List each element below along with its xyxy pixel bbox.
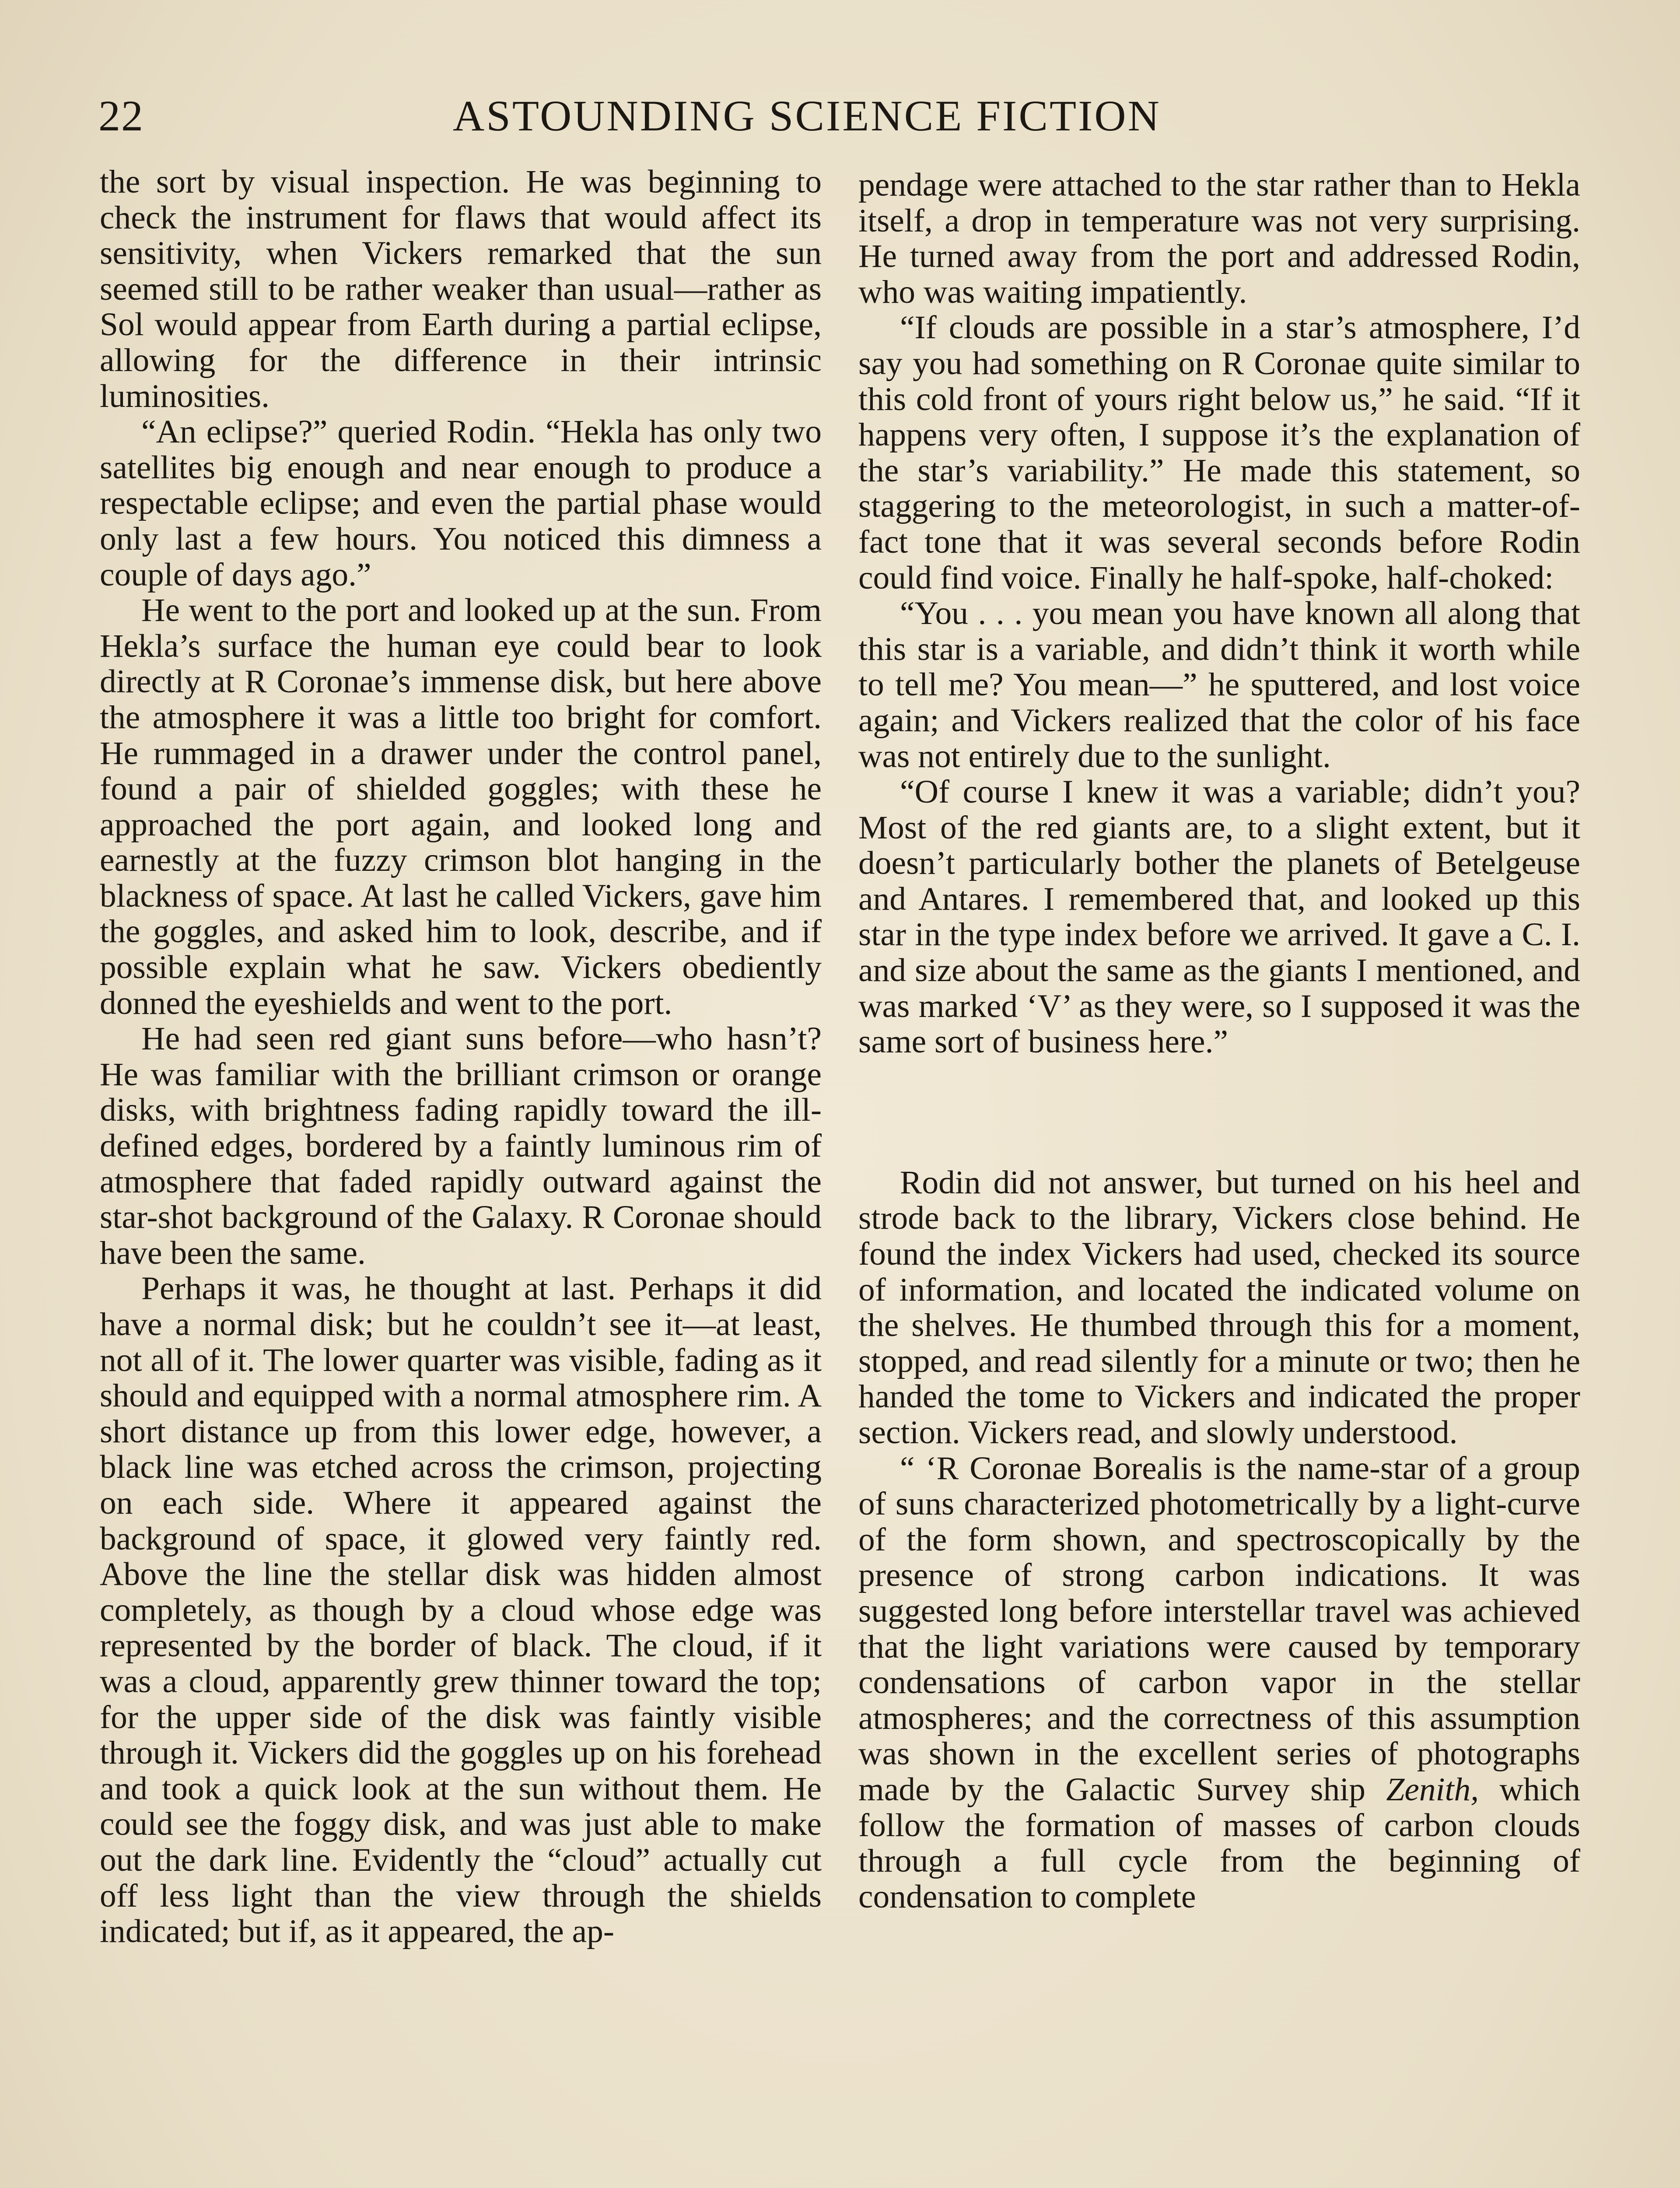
paragraph: pendage were attached to the star rather than to Hekla itself, a drop in temperature was not very surprising. He turned away from the port and addressed Rodin, who was waiting impatiently.: [858, 167, 1580, 310]
page-number: 22: [98, 91, 144, 140]
ship-name: Zenith,: [1386, 1771, 1479, 1808]
section-break: [858, 1060, 1580, 1165]
paragraph: He had seen red giant suns before—who hasn’t? He was familiar with the brilliant crimson or orange disks, with brightness fading rapidly toward the ill-defined edges, bordered by a faintly luminous rim of atmosphere that faded rapidly outward against the star-shot background of the Galaxy. R Coronae should have been the same.: [100, 1020, 822, 1271]
left-text-column: [100, 164, 822, 1950]
paragraph: Perhaps it was, he thought at last. Perhaps it did have a normal disk; but he couldn’t see it—at least, not all of it. The lower quarter was visible, fading as it should and equipped with a normal atmosphere rim. A short distance up from this lower edge, however, a black line was etched across the crimson, projecting on each side. Where it appeared against the background of space, it glowed very faintly red. Above the line the stellar disk was hidden almost completely, as though by a cloud whose edge was represented by the border of black. The cloud, if it was a cloud, apparently grew thinner toward the top; for the upper side of the disk was faintly visible through it. Vickers did the goggles up on his forehead and took a quick look at the sun without them. He could see the foggy disk, and was just able to make out the dark line. Evidently the “cloud” actually cut off less light than the view through the shields indicated; but if, as it appeared, the ap-: [100, 1270, 822, 1950]
right-text-column: [858, 167, 1580, 1914]
paragraph: “You . . . you mean you have known all along that this star is a variable, and didn’t think it worth while to tell me? You mean—” he sputtered, and lost voice again; and Vickers realized that the color of his face was not entirely due to the sunlight.: [858, 595, 1580, 775]
paragraph: “An eclipse?” queried Rodin. “Hekla has only two satellites big enough and near enough to produce a respectable eclipse; and even the partial phase would only last a few hours. You noticed this dimness a couple of days ago.”: [100, 414, 822, 593]
running-title: ASTOUNDING SCIENCE FICTION: [453, 91, 1161, 140]
quoted-text: “ ‘R Coronae Borealis is the name-star of a group of suns characterized photometrically by a light-curve of the form shown, and spectroscopically by the presence of strong carbon indications. It was suggested long before interstellar travel was achieved that the light variations were caused by temporary condensations of carbon vapor in the stellar atmospheres; and the correctness of this assumption was shown in the excellent series of photographs made by the Galactic Survey ship: [858, 1450, 1580, 1808]
paragraph: [858, 1451, 1580, 1915]
paragraph: “If clouds are possible in a star’s atmosphere, I’d say you had something on R Coronae quite similar to this cold front of yours right below us,” he said. “If it happens very often, I suppose it’s the explanation of the star’s variability.” He made this statement, so staggering to the meteorologist, in such a matter-of-fact tone that it was several seconds before Rodin could find voice. Finally he half-spoke, half-choked:: [858, 309, 1580, 596]
quoted-text-end: which follow the formation of masses of carbon clouds through a full cycle from the beginning of condensation to complete: [858, 1771, 1580, 1915]
paragraph: He went to the port and looked up at the sun. From Hekla’s surface the human eye could bear to look directly at R Coronae’s immense disk, but here above the atmosphere it was a little too bright for comfort. He rummaged in a drawer under the control panel, found a pair of shielded goggles; with these he approached the port again, and looked long and earnestly at the fuzzy crimson blot hanging in the blackness of space. At last he called Vickers, gave him the goggles, and asked him to look, describe, and if possible explain what he saw. Vickers obediently donned the eyeshields and went to the port.: [100, 592, 822, 1021]
paragraph: Rodin did not answer, but turned on his heel and strode back to the library, Vickers close behind. He found the index Vickers had used, checked its source of information, and located the indicated volume on the shelves. He thumbed through this for a moment, stopped, and read silently for a minute or two; then he handed the tome to Vickers and indicated the proper section. Vickers read, and slowly understood.: [858, 1164, 1580, 1451]
page-header: [98, 83, 1218, 149]
paragraph: “Of course I knew it was a variable; didn’t you? Most of the red giants are, to a slight extent, but it doesn’t particularly bother the planets of Betelgeuse and Antares. I remembered that, and looked up this star in the type index before we arrived. It gave a C. I. and size about the same as the giants I mentioned, and was marked ‘V’ as they were, so I supposed it was the same sort of business here.”: [858, 774, 1580, 1060]
paragraph: the sort by visual inspection. He was beginning to check the instrument for flaws that would affect its sensitivity, when Vickers remarked that the sun seemed still to be rather weaker than usual—rather as Sol would appear from Earth during a partial eclipse, allowing for the difference in their intrinsic luminosities.: [100, 164, 822, 414]
